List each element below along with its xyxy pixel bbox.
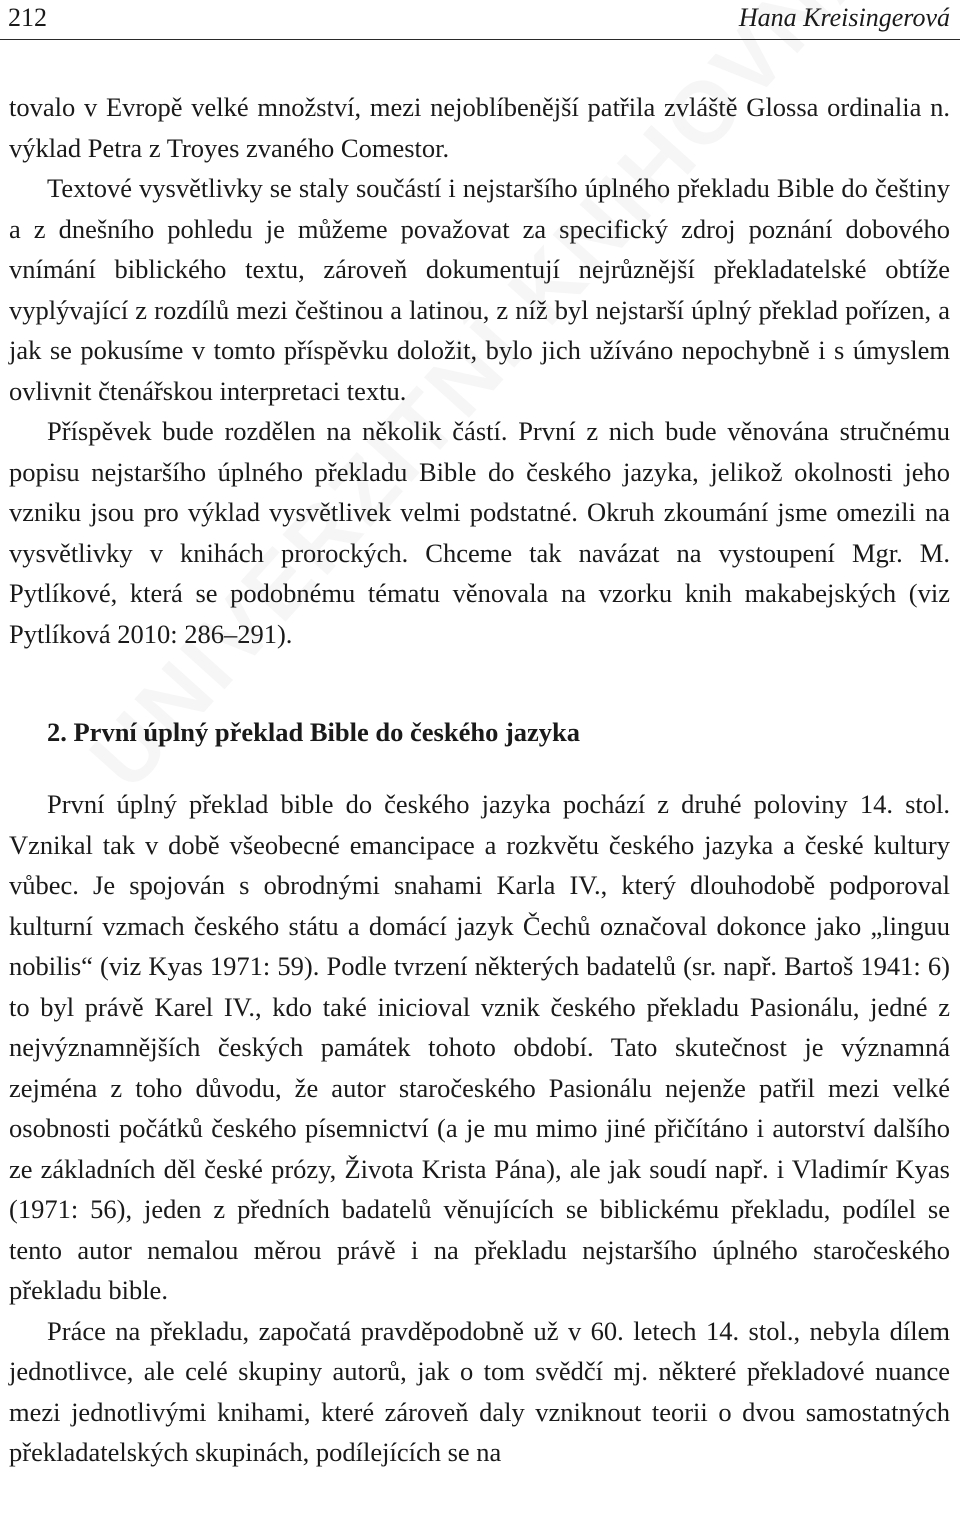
paragraph-continuation: tovalo v Evropě velké množství, mezi nejoblíbenější patřila zvláště Glossa ordinalia n. výklad Petra z Troyes zvaného Comestor. xyxy=(9,92,950,163)
paragraph-prvni-uplny-preklad: První úplný překlad bible do českého jazyka pochází z druhé poloviny 14. stol. Vznikal tak v době všeobecné emancipace a rozkvětu českého jazyka a české kultury vůbec. Je spojován s obrodnými snahami Karla IV., který dlouhodobě podporoval kulturní vzmach českého státu a domácí jazyk Čechů označoval dokonce jako „linguu nobilis“ (viz Kyas 1971: 59). Podle tvrzení některých badatelů (sr. např. Bartoš 1941: 6) to byl právě Karel IV., kdo také inicioval vznik českého překladu Pasionálu, jedné z nejvýznamnějších českých památek tohoto období. Tato skutečnost je významná zejména z toho důvodu, že autor staročeského Pasionálu nejenže patřil mezi velké osobnosti počátků českého písemnictví (a je mu mimo jiné přičítáno i autorství dalšího ze základních děl české prózy, Života Krista Pána), ale jak soudí např. i Vladimír Kyas (1971: 56), jeden z předních badatelů věnujících se biblickému překladu, podílel se tento autor nemalou měrou právě i na překladu nejstaršího úplného staročeského překladu bible. xyxy=(9,789,950,1305)
paragraph-prace-na-prekladu: Práce na překladu, započatá pravděpodobně už v 60. letech 14. stol., nebyla dílem jednotlivce, ale celé skupiny autorů, jak o tom svědčí mj. některé překladové nuance mezi jednotlivými knihami, které zároveň daly vzniknout teorii o dvou samostatných překladatelských skupinách, podílejících se na xyxy=(9,1315,950,1467)
paragraph-textove-vysvetlivky: Textové vysvětlivky se staly součástí i nejstaršího úplného překladu Bible do češtiny a z dnešního pohledu je můžeme považovat za specifický zdroj poznání dobového vnímání biblického textu, zároveň dokumentují nejrůznější překladatelské obtíže vyplývající z rozdílů mezi češtinou a latinou, z níž byl nejstarší úplný překlad pořízen, a jak se pokusíme v tomto příspěvku doložit, bylo jich užíváno nepochybně i s úmyslem ovlivnit čtenářskou interpretaci textu. xyxy=(9,173,950,406)
body-text xyxy=(9,87,950,1473)
page-number: 212 xyxy=(8,3,47,32)
section-heading: 2. První úplný překlad Bible do českého jazyka xyxy=(47,717,581,747)
running-head-author: Hana Kreisingerová xyxy=(738,3,950,32)
page-header xyxy=(0,0,960,40)
paragraph-prispevek: Příspěvek bude rozdělen na několik částí. První z nich bude věnována stručnému popisu nejstaršího úplného překladu Bible do českého jazyka, jelikož okolnosti jeho vzniku jsou pro výklad vysvětlivek velmi podstatné. Okruh zkoumání jsme omezili na vysvětlivky v knihách prorockých. Chceme tak navázat na vystoupení Mgr. M. Pytlíkové, která se podobnému tématu věnovala na vzorku knih makabejských (viz Pytlíková 2010: 286–291). xyxy=(9,416,950,649)
